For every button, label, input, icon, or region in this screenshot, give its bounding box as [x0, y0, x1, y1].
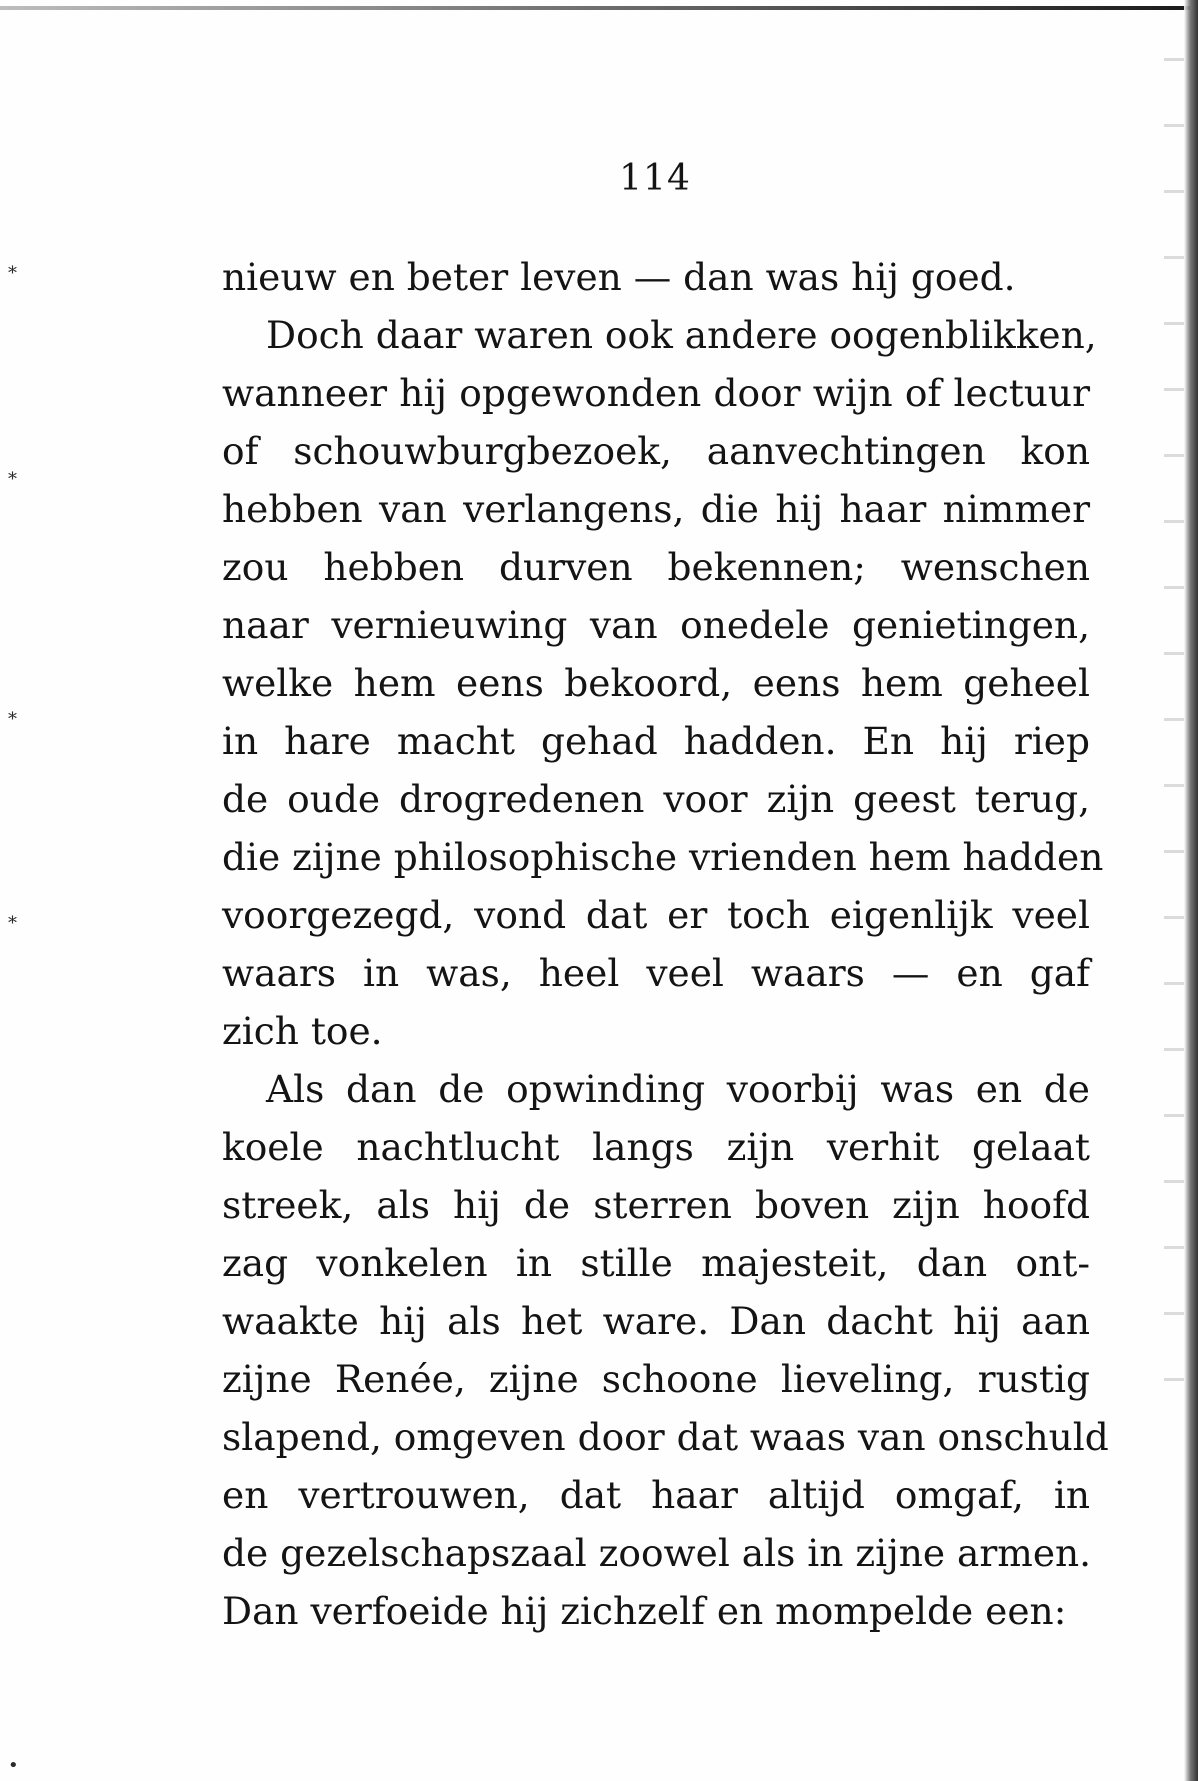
text-line: waakte hij als het ware. Dan dacht hij aan — [222, 1299, 1090, 1343]
text-line: zich toe. — [222, 1009, 383, 1053]
text-line: en vertrouwen, dat haar altijd omgaf, in — [222, 1473, 1090, 1517]
body-text — [222, 248, 1109, 1640]
text-line: nieuw en beter leven — dan was hij goed. — [222, 255, 1016, 299]
text-line: zou hebben durven bekennen; wenschen — [222, 545, 1090, 589]
text-line: de gezelschapszaal zoowel als in zijne armen. — [222, 1531, 1092, 1575]
text-line: Doch daar waren ook andere oogenblikken, — [266, 313, 1097, 357]
text-line: Als dan de opwinding voorbij was en de — [266, 1067, 1090, 1111]
page-number: 114 — [619, 158, 691, 199]
text-line: zijne Renée, zijne schoone lieveling, rustig — [222, 1357, 1090, 1401]
text-line: slapend, omgeven door dat waas van onschuld — [222, 1415, 1109, 1459]
scan-right-specks — [1164, 20, 1184, 1420]
text-line: hebben van verlangens, die hij haar nimmer — [222, 487, 1090, 531]
scan-right-gutter — [1184, 0, 1198, 1781]
text-line: voorgezegd, vond dat er toch eigenlijk veel — [222, 893, 1090, 937]
paragraph — [222, 306, 1104, 1060]
text-line: in hare macht gehad hadden. En hij riep — [222, 719, 1090, 763]
text-line: die zijne philosophische vrienden hem hadden — [222, 835, 1104, 879]
text-line: naar vernieuwing van onedele genietingen, — [222, 603, 1090, 647]
text-line: de oude drogredenen voor zijn geest terug, — [222, 777, 1090, 821]
text-line: streek, als hij de sterren boven zijn hoofd — [222, 1183, 1090, 1227]
text-line: waars in was, heel veel waars — en gaf — [222, 951, 1090, 995]
scan-top-edge — [0, 6, 1190, 10]
scan-margin-speck: ⁎ — [8, 257, 17, 278]
paragraph — [222, 248, 1090, 306]
text-line: wanneer hij opgewonden door wijn of lectuur — [222, 371, 1090, 415]
scan-margin-speck: ⁎ — [8, 907, 17, 928]
scan-margin-speck: ⁎ — [8, 463, 17, 484]
text-line: koele nachtlucht langs zijn verhit gelaat — [222, 1125, 1090, 1169]
text-line: Dan verfoeide hij zichzelf en mompelde een: — [222, 1589, 1067, 1633]
paragraph — [222, 1060, 1109, 1640]
scan-margin-speck: ⁎ — [8, 703, 17, 724]
text-line: zag vonkelen in stille majesteit, dan ont- — [222, 1241, 1090, 1285]
text-line: welke hem eens bekoord, eens hem geheel — [222, 661, 1090, 705]
text-line: of schouwburgbezoek, aanvechtingen kon — [222, 429, 1090, 473]
scan-margin-speck: • — [8, 1755, 19, 1776]
